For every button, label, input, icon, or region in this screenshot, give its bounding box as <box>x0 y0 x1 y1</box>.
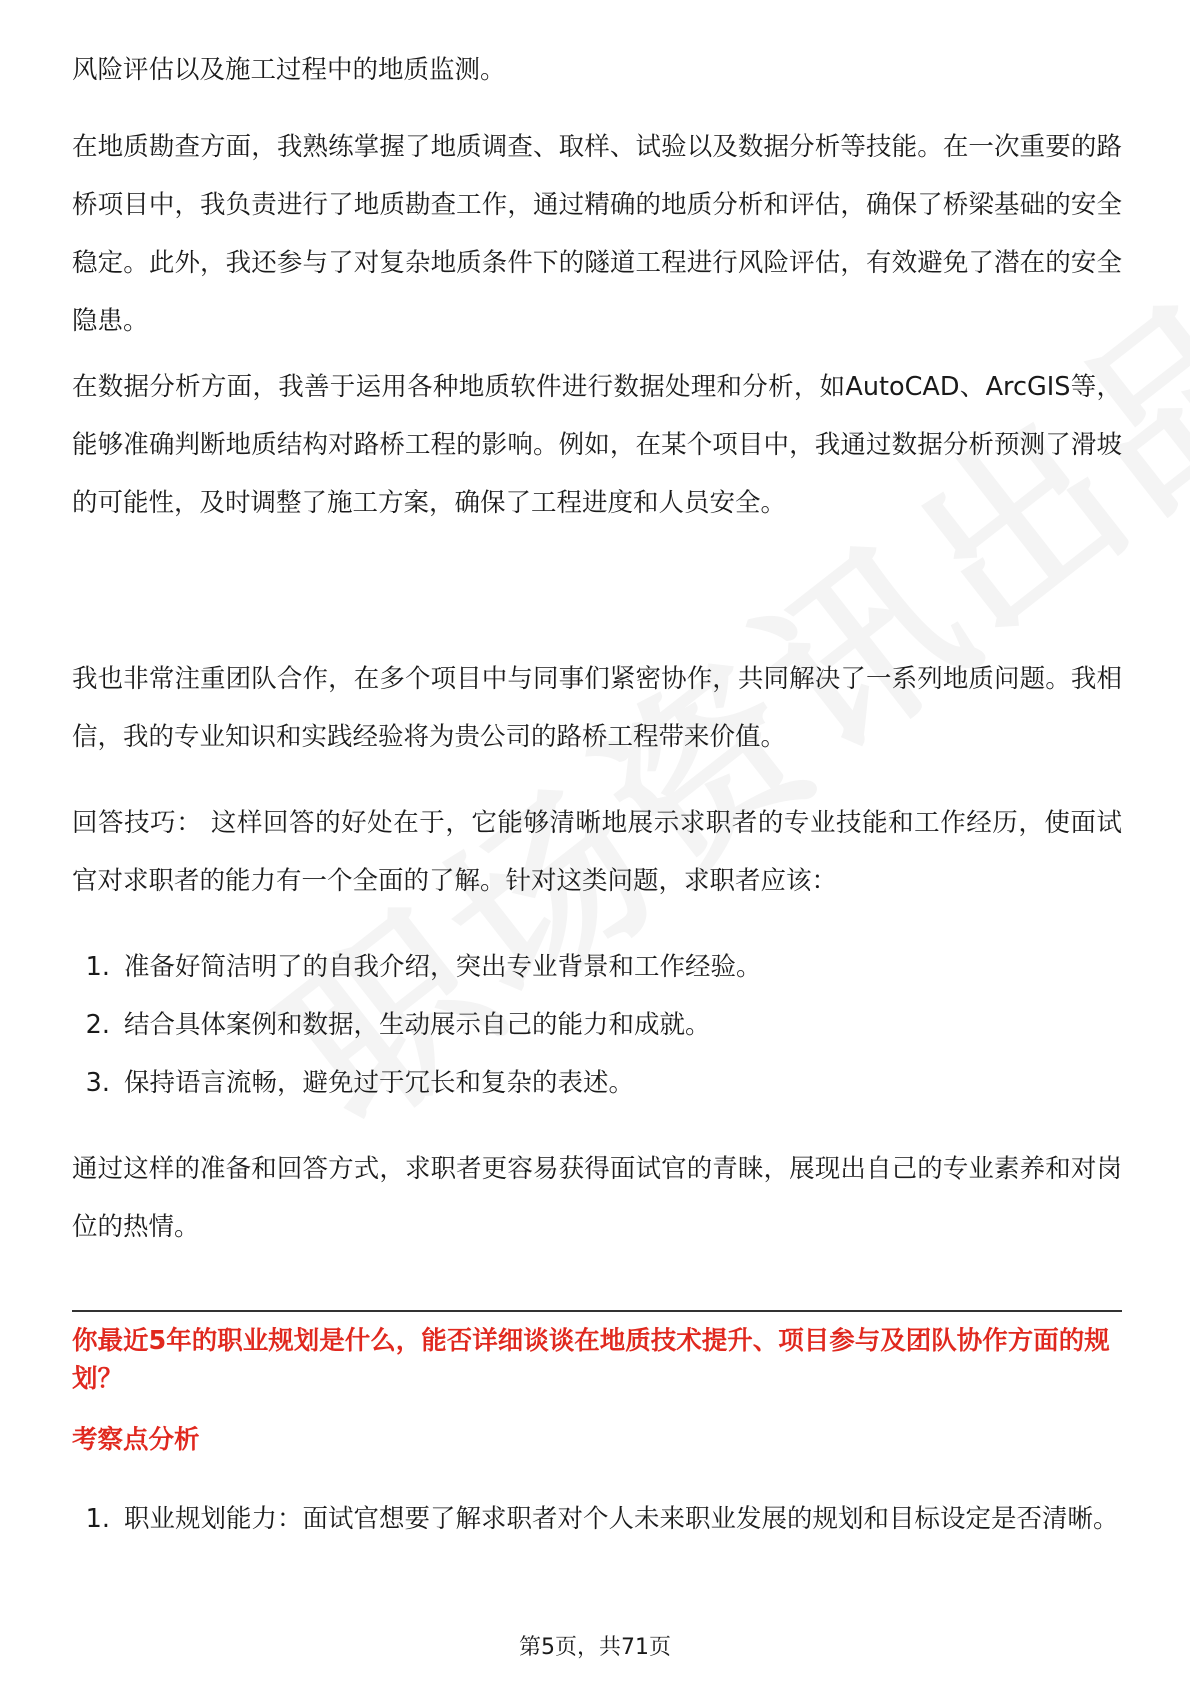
list-number: 1. <box>85 1504 110 1534</box>
list-item <box>72 1490 1122 1548</box>
list-number: 2. <box>85 1010 110 1040</box>
paragraph-continuation: 风险评估以及施工过程中的地质监测。 <box>72 55 506 85</box>
list-text: 准备好简洁明了的自我介绍，突出专业背景和工作经验。 <box>124 952 762 982</box>
tips-list <box>72 938 1122 1112</box>
paragraph-data-analysis: 在数据分析方面，我善于运用各种地质软件进行数据处理和分析，如AutoCAD、ArcGIS等，能够准确判断地质结构对路桥工程的影响。例如，在某个项目中，我通过数据分析预测了滑坡的可能性，及时调整了施工方案，确保了工程进度和人员安全。 <box>72 372 1122 518</box>
list-text: 职业规划能力：面试官想要了解求职者对个人未来职业发展的规划和目标设定是否清晰。 <box>124 1504 1119 1534</box>
list-text: 结合具体案例和数据，生动展示自己的能力和成就。 <box>124 1010 711 1040</box>
list-number: 1. <box>85 952 110 982</box>
section-divider <box>72 1310 1122 1312</box>
list-item <box>72 938 1122 996</box>
list-item <box>72 996 1122 1054</box>
list-number: 3. <box>85 1068 110 1098</box>
section-heading: 考察点分析 <box>72 1425 200 1455</box>
list-item <box>72 1054 1122 1112</box>
analysis-list <box>72 1490 1122 1548</box>
paragraph-conclusion: 通过这样的准备和回答方式，求职者更容易获得面试官的青睐，展现出自己的专业素养和对岗位的热情。 <box>72 1154 1122 1242</box>
paragraph-geological-survey: 在地质勘查方面，我熟练掌握了地质调查、取样、试验以及数据分析等技能。在一次重要的路桥项目中，我负责进行了地质勘查工作，通过精确的地质分析和评估，确保了桥梁基础的安全稳定。此外，我还参与了对复杂地质条件下的隧道工程进行风险评估，有效避免了潜在的安全隐患。 <box>72 132 1122 336</box>
list-text: 保持语言流畅，避免过于冗长和复杂的表述。 <box>124 1068 635 1098</box>
page-footer: 第5页，共71页 <box>519 1635 671 1660</box>
interview-question: 你最近5年的职业规划是什么，能否详细谈谈在地质技术提升、项目参与及团队协作方面的规划？ <box>72 1326 1110 1394</box>
paragraph-answer-tips: 回答技巧： 这样回答的好处在于，它能够清晰地展示求职者的专业技能和工作经历，使面试官对求职者的能力有一个全面的了解。针对这类问题，求职者应该： <box>72 808 1122 896</box>
paragraph-teamwork: 我也非常注重团队合作，在多个项目中与同事们紧密协作，共同解决了一系列地质问题。我相信，我的专业知识和实践经验将为贵公司的路桥工程带来价值。 <box>72 664 1122 752</box>
